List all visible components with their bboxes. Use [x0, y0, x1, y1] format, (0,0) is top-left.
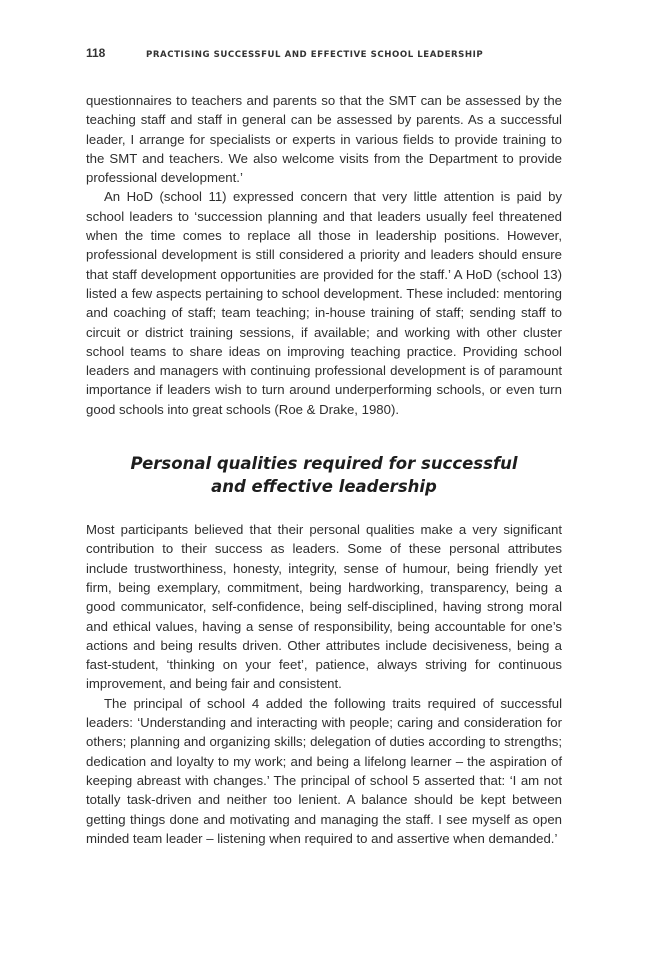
- page-body: [86, 91, 562, 848]
- section-heading-line-2: and effective leadership: [211, 477, 437, 497]
- paragraph-hod-professional-development: An HoD (school 11) expressed concern that very little attention is paid by school leaders to ‘succession planning and that leaders usually feel threatened when the time comes to replace all those in leadership positions. However, professional development is still considered a priority and leaders should ensure that staff development opportunities are provided for the staff.’ A HoD (school 13) listed a few aspects pertaining to school development. These included: mentoring and coaching of staff; team teaching; in-house training of staff; sending staff to circuit or district training sessions, if available; and working with other cluster school teams to share ideas on improving teaching practice. Providing school leaders and managers with continuing professional development is of paramount importance if leaders wish to turn around underperforming schools, or even turn good schools into great schools (Roe & Drake, 1980).: [86, 189, 562, 417]
- running-header: [86, 46, 564, 62]
- section-heading: [86, 452, 562, 498]
- paragraph-continuation: questionnaires to teachers and parents so that the SMT can be assessed by the teaching staff and staff in general can be assessed by parents. As a successful leader, I arrange for specialists or experts in various fields to provide training to the SMT and teachers. We also welcome visits from the Department to provide professional development.’: [86, 93, 562, 186]
- paragraph-principal-traits: The principal of school 4 added the following traits required of successful leaders: ‘Understanding and interacting with people; caring and consideration for others; planning and organizing skills; delegation of duties according to strengths; dedication and loyalty to my work; and being a lifelong learner – the aspiration of keeping abreast with changes.’ The principal of school 5 asserted that: ‘I am not totally task-driven and neither too lenient. A balance should be kept between getting things done and motivating and managing the staff. I see myself as open minded team leader – listening when required to and assertive when demanded.’: [86, 695, 562, 846]
- page-number: 118: [86, 46, 106, 60]
- section-heading-line-1: Personal qualities required for successful: [130, 454, 518, 474]
- paragraph-personal-qualities: Most participants believed that their personal qualities make a very significant contribution to their success as leaders. Some of these personal attributes include trustworthiness, honesty, integrity, sense of humour, being friendly yet firm, being exemplary, commitment, being hardworking, transparency, being a good communicator, self-confidence, being self-disciplined, having strong moral and ethical values, having a sense of responsibility, being accountable for one’s actions and being results driven. Other attributes include decisiveness, being a fast-student, ‘thinking on your feet’, patience, always striving for continuous improvement, and being fair and consistent.: [86, 522, 562, 692]
- running-title: PRACTISING SUCCESSFUL AND EFFECTIVE SCHOOL LEADERSHIP: [146, 50, 484, 60]
